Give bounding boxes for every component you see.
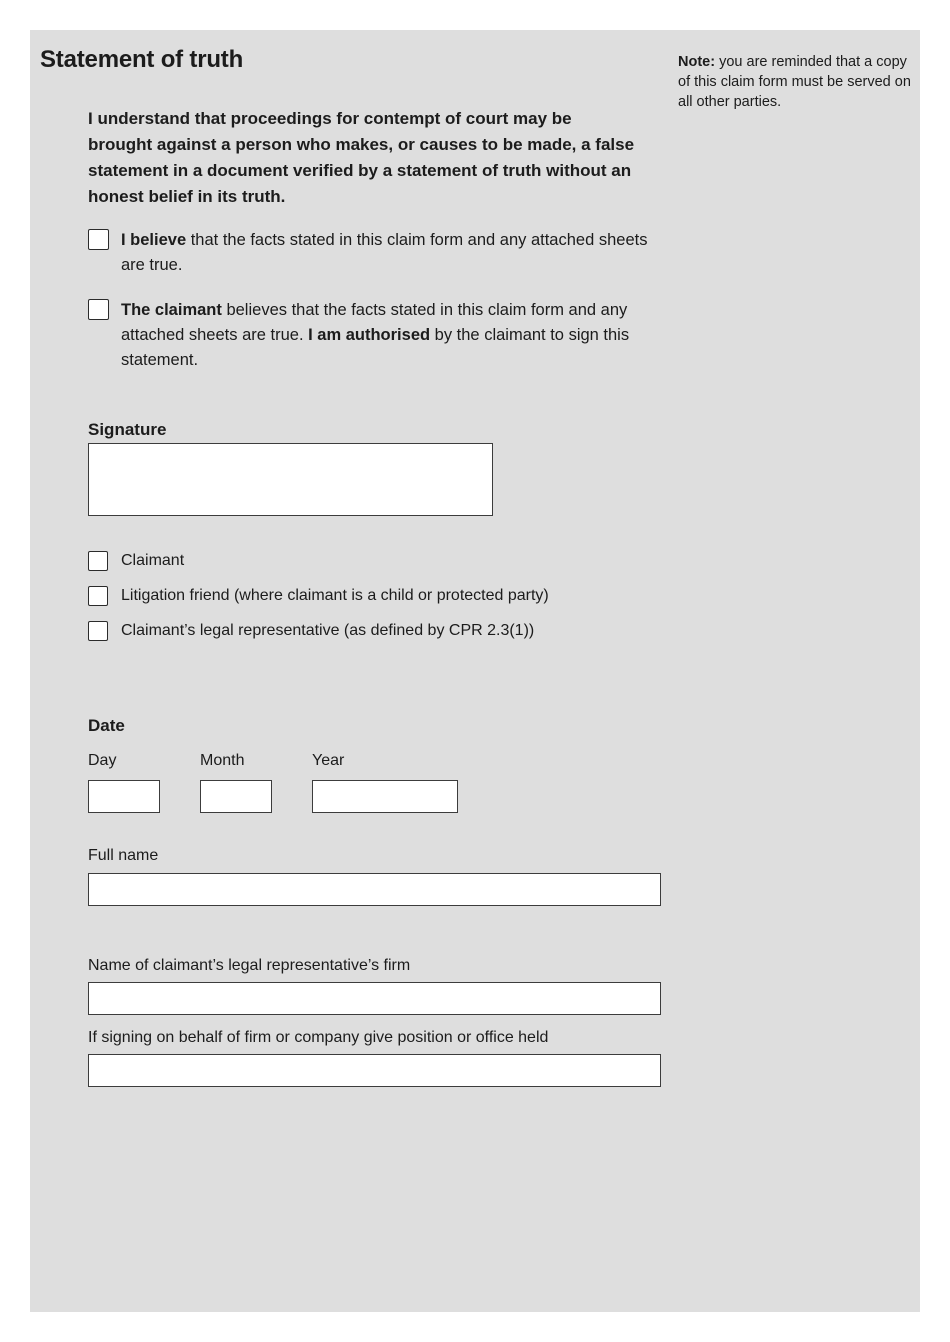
i-believe-rest-text: that the facts stated in this claim form and any attached sheets are true. [121,231,648,274]
i-am-authorised-bold-text: I am authorised [308,326,431,344]
the-claimant-rest-text: believes that the facts stated in this claim form and any attached sheets are true. [121,301,628,344]
firm-name-input[interactable] [88,982,661,1015]
role-option-claimant [88,551,708,571]
note-label: Note: [678,54,716,70]
role-option-legal-representative [88,621,708,641]
year-label: Year [312,752,345,769]
full-name-label: Full name [88,847,159,864]
note-text: you are reminded that a copy of this claim form must be served on all other parties. [678,54,911,110]
legal-representative-label: Claimant’s legal representative (as defined by CPR 2.3(1)) [121,622,535,639]
authorised-rest-text: by the claimant to sign this statement. [121,326,630,369]
legal-representative-checkbox[interactable] [88,621,108,641]
claimant-label: Claimant [121,552,185,569]
the-claimant-bold-text: The claimant [121,301,222,319]
full-name-input[interactable] [88,873,661,906]
belief-option-authorised [88,298,660,373]
the-claimant-believes-label [121,298,660,373]
position-held-label: If signing on behalf of firm or company give position or office held [88,1029,549,1046]
day-input[interactable] [88,780,160,813]
statement-of-truth-sheet [30,30,920,1312]
litigation-friend-label: Litigation friend (where claimant is a child or protected party) [121,587,549,604]
i-believe-checkbox[interactable] [88,229,109,250]
belief-option-claimant-self [88,228,648,278]
day-label: Day [88,752,117,769]
page-title: Statement of truth [40,46,244,73]
litigation-friend-checkbox[interactable] [88,586,108,606]
signature-label: Signature [88,420,167,439]
note [678,52,913,112]
the-claimant-believes-checkbox[interactable] [88,299,109,320]
claimant-checkbox[interactable] [88,551,108,571]
year-input[interactable] [312,780,458,813]
i-believe-label [121,228,648,278]
position-held-input[interactable] [88,1054,661,1087]
signature-box[interactable] [88,443,493,516]
date-label: Date [88,716,125,735]
contempt-warning-text: I understand that proceedings for contempt of court may be brought against a person who makes, or causes to be made, a false statement in a document verified by a statement of truth without an honest belief in its truth. [88,109,635,206]
month-input[interactable] [200,780,272,813]
month-label: Month [200,752,245,769]
role-option-litigation-friend [88,586,708,606]
firm-name-label: Name of claimant’s legal representative’s firm [88,957,411,974]
i-believe-bold-text: I believe [121,231,187,249]
